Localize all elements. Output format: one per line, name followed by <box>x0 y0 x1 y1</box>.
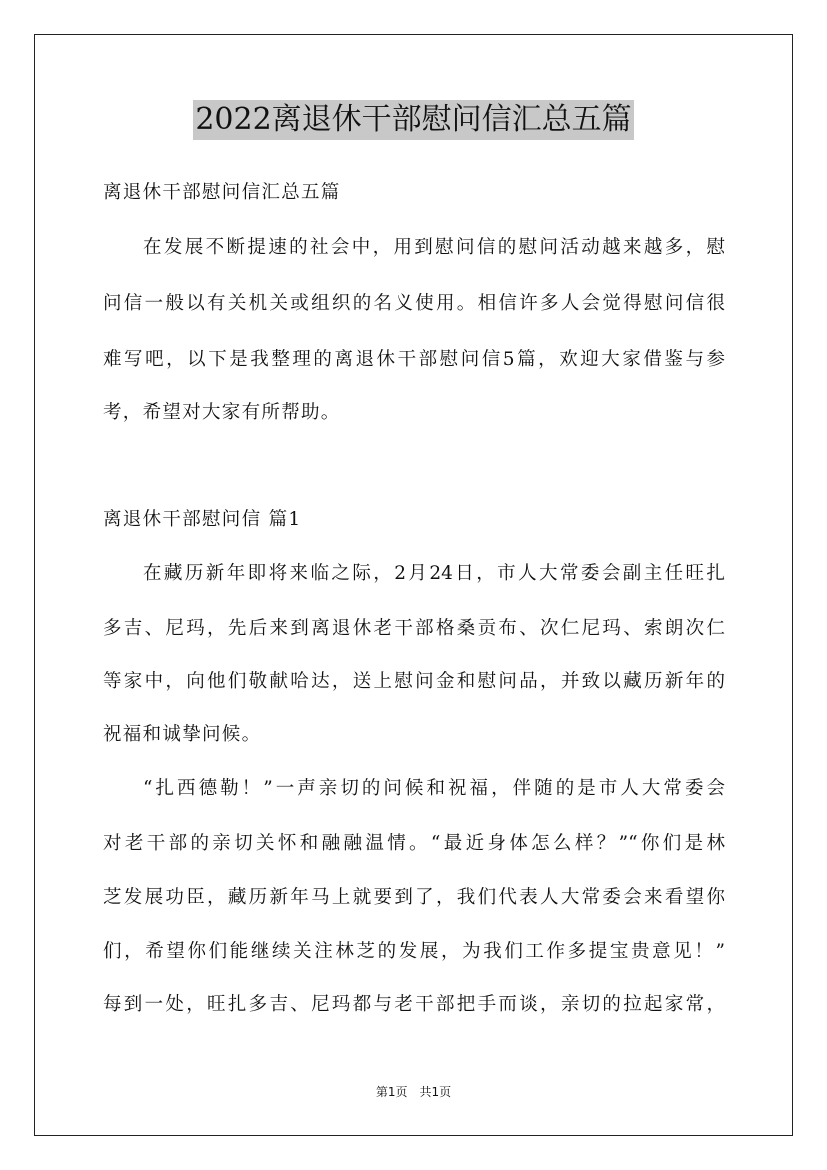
intro-line: 考，希望对大家有所帮助。 <box>103 402 341 423</box>
document-subtitle: 离退休干部慰问信汇总五篇 <box>103 182 341 203</box>
paragraph-line: 祝福和诚挚问候。 <box>103 724 262 745</box>
paragraph-line: 们，希望你们能继续关注林芝的发展，为我们工作多提宝贵意见！” <box>103 941 725 962</box>
intro-line: 难写吧，以下是我整理的离退休干部慰问信5篇，欢迎大家借鉴与参 <box>103 349 725 370</box>
intro-line: 在发展不断提速的社会中，用到慰问信的慰问活动越来越多，慰 <box>143 237 725 258</box>
intro-line: 问信一般以有关机关或组织的名义使用。相信许多人会觉得慰问信很 <box>103 293 725 314</box>
section-heading: 离退休干部慰问信 篇1 <box>103 509 302 530</box>
paragraph-line: 对老干部的亲切关怀和融融温情。“最近身体怎么样？”“你们是林 <box>103 833 725 854</box>
paragraph-line: 等家中，向他们敬献哈达，送上慰问金和慰问品，并致以藏历新年的 <box>103 671 725 692</box>
paragraph-line: “扎西德勒！”一声亲切的问候和祝福，伴随的是市人大常委会 <box>143 778 725 799</box>
paragraph-line: 在藏历新年即将来临之际，2月24日，市人大常委会副主任旺扎 <box>143 563 725 584</box>
page-number-footer: 第1页 共1页 <box>375 1085 452 1099</box>
paragraph-line: 芝发展功臣，藏历新年马上就要到了，我们代表人大常委会来看望你 <box>103 887 725 908</box>
paragraph-line: 多吉、尼玛，先后来到离退休老干部格桑贡布、次仁尼玛、索朗次仁 <box>103 618 725 639</box>
document-title: 2022离退休干部慰问信汇总五篇 <box>193 100 633 140</box>
paragraph-line: 每到一处，旺扎多吉、尼玛都与老干部把手而谈，亲切的拉起家常， <box>103 994 725 1015</box>
title-container <box>0 100 827 140</box>
